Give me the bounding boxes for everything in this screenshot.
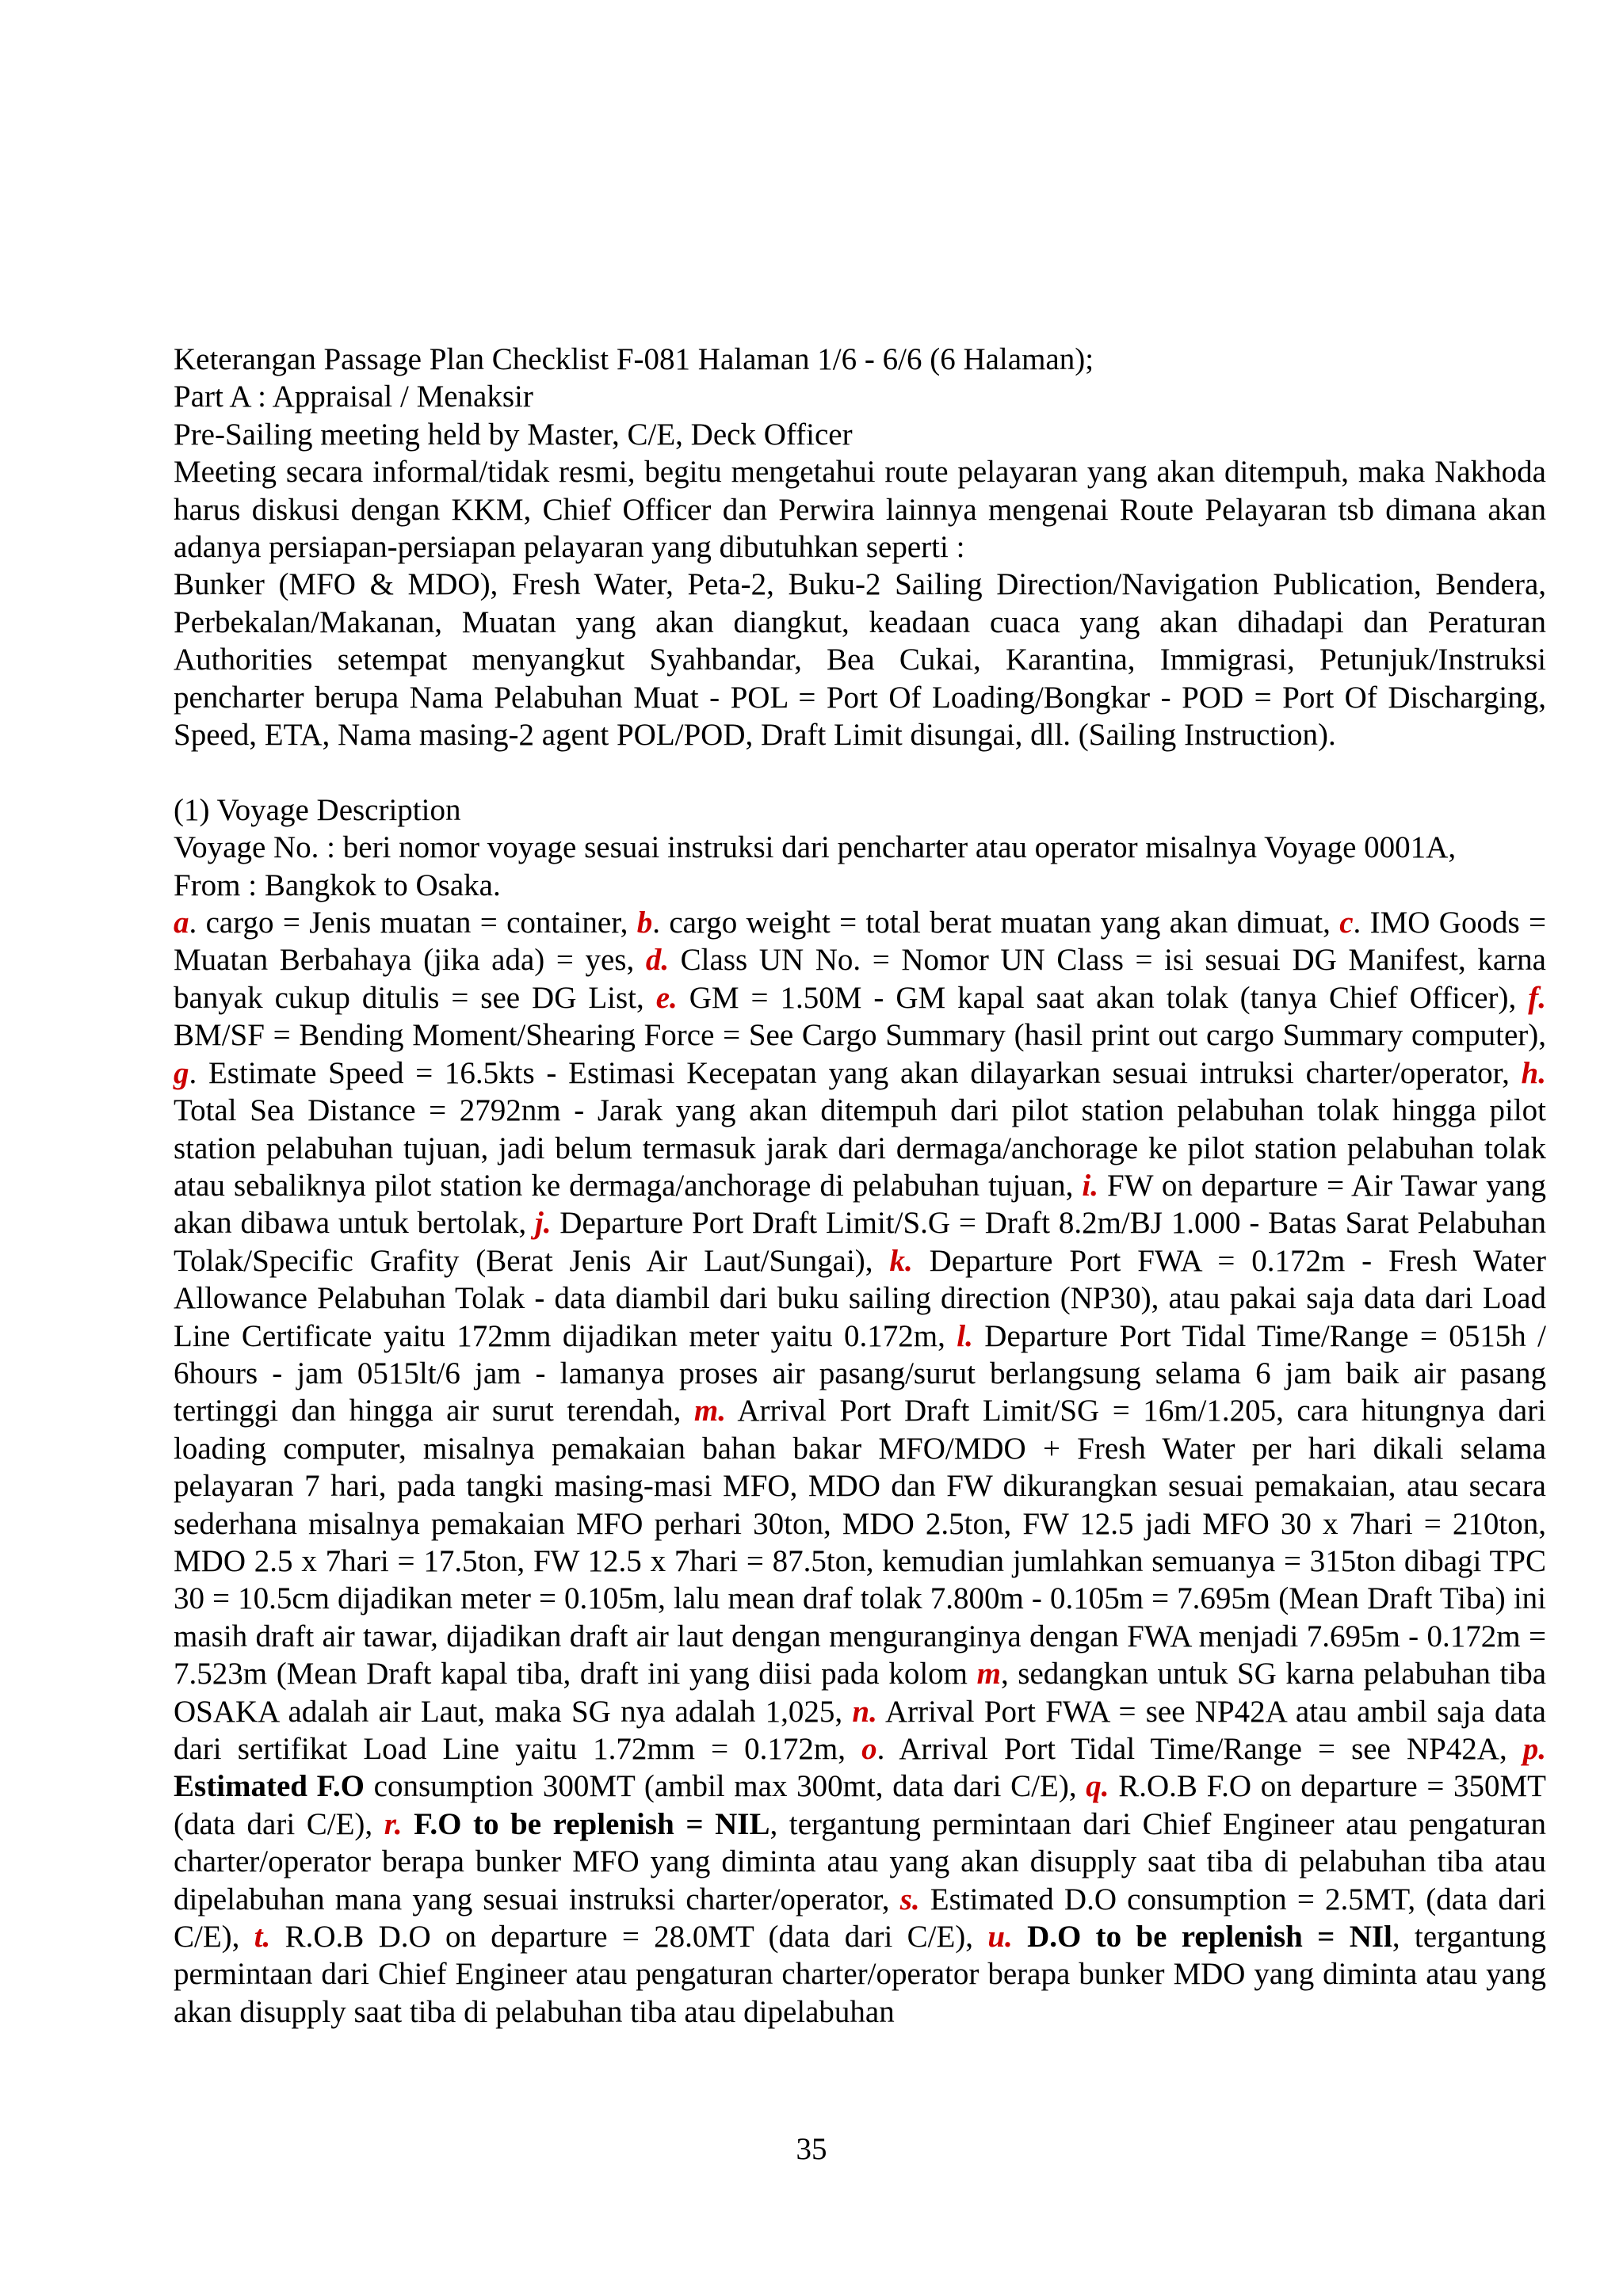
item-text-b: . cargo weight = total berat muatan yang akan dimuat, [652, 906, 1340, 940]
item-text-j: Departure Port Draft Limit/S.G = Draft 8.2m/BJ 1.000 - Batas Sarat Pelabuhan Tolak/Specific Grafity (Berat Jenis Air Laut/Sungai), [174, 1206, 1546, 1278]
item-text-s: Estimated D.O consumption = 2.5MT, (data dari C/E), [174, 1882, 1546, 1955]
item-text-a: . cargo = Jenis muatan = container, [189, 906, 637, 940]
item-label-o: o [861, 1732, 877, 1767]
item-bold-r: F.O to be replenish = NIL [402, 1806, 770, 1841]
document-body [174, 341, 1546, 2031]
item-label-f: f. [1528, 980, 1546, 1015]
page-number: 35 [796, 2132, 827, 2166]
item-label-m: m. [693, 1394, 726, 1428]
item-ref-label-m: m [976, 1657, 1001, 1691]
item-text-m: Arrival Port Draft Limit/SG = 16m/1.205, cara hitungnya dari loading computer, misalnya pemakaian bahan bakar MFO/MDO + Fresh Water per hari dikali selama pelayaran 7 hari, pada tangki masing-masi MFO, MDO dan FW dikurangkan sesuai pemakaian, atau secara sederhana misalnya pemakaian MFO perhari 30ton, MDO 2.5ton, FW 12.5 jadi MFO 30 x 7hari = 210ton, MDO 2.5 x 7hari = 17.5ton, FW 12.5 x 7hari = 87.5ton, kemudian jumlahkan semuanya = 315ton dibagi TPC 30 = 10.5cm dijadikan meter = 0.105m, lalu mean draf tolak 7.800m - 0.105m = 7.695m (Mean Draft Tiba) ini masih draft air tawar, dijadikan draft air laut dengan menguranginya dengan FWA menjadi 7.695m - 0.172m = 7.523m (Mean Draft kapal tiba, draft ini yang diisi pada kolom [174, 1394, 1546, 1691]
item-label-p: p. [1522, 1732, 1546, 1767]
header-line-1: Keterangan Passage Plan Checklist F-081 Halaman 1/6 - 6/6 (6 Halaman); [174, 342, 1094, 376]
paragraph-gap [174, 753, 1546, 791]
item-text-h: Total Sea Distance = 2792nm - Jarak yang akan ditempuh dari pilot station pelabuhan tolak hingga pilot station pelabuhan tujuan, jadi belum termasuk jarak dari dermaga/anchorage ke pilot station pelabuhan tolak atau sebaliknya pilot station ke dermaga/anchorage di pelabuhan tujuan, [174, 1093, 1546, 1203]
item-text-c: . IMO Goods = Muatan Berbahaya (jika ada) = yes, [174, 906, 1546, 978]
item-text-r: , tergantung permintaan dari Chief Engineer atau pengaturan charter/operator berapa bunker MFO yang diminta atau yang akan disupply saat tiba di pelabuhan tiba atau dipelabuhan mana yang sesuai instruksi charter/operator, [174, 1806, 1547, 1917]
item-label-j: j. [534, 1206, 552, 1241]
item-text-u: , tergantung permintaan dari Chief Engineer atau pengaturan charter/operator berapa bunker MDO yang diminta atau yang akan disupply saat tiba di pelabuhan tiba atau dipelabuhan [174, 1920, 1546, 2029]
item-label-n: n. [852, 1694, 877, 1729]
voyage-number-line: Voyage No. : beri nomor voyage sesuai instruksi dari pencharter atau operator misalnya Voyage 0001A, [174, 830, 1457, 865]
intro-paragraph-1: Meeting secara informal/tidak resmi, begitu mengetahui route pelayaran yang akan ditempuh, maka Nakhoda harus diskusi dengan KKM, Chief Officer dan Perwira lainnya mengenai Route Pelayaran tsb dimana akan adanya persiapan-persiapan pelayaran yang dibutuhkan seperti : [174, 455, 1546, 565]
section-heading: (1) Voyage Description [174, 792, 461, 827]
item-label-i: i. [1082, 1168, 1098, 1203]
item-label-a: a [174, 906, 189, 940]
item-text-k: Departure Port FWA = 0.172m - Fresh Water Allowance Pelabuhan Tolak - data diambil dari buku sailing direction (NP30), atau pakai saja data dari Load Line Certificate yaitu 172mm dijadikan meter yaitu 0.172m, [174, 1243, 1547, 1353]
item-text-p: consumption 300MT (ambil max 300mt, data dari C/E), [365, 1769, 1086, 1804]
item-text-l: Departure Port Tidal Time/Range = 0515h / 6hours - jam 0515lt/6 jam - lamanya proses air pasang/surut berlangsung selama 6 jam baik air pasang tertinggi dan hingga air surut terendah, [174, 1318, 1546, 1428]
item-label-g: g [174, 1055, 189, 1090]
item-label-l: l. [957, 1318, 973, 1353]
item-text-d: Class UN No. = Nomor UN Class = isi sesuai DG Manifest, karna banyak cukup ditulis = see DG List, [174, 943, 1546, 1015]
item-label-u: u. [987, 1920, 1013, 1955]
item-label-k: k. [889, 1243, 913, 1278]
item-text-i: FW on departure = Air Tawar yang akan dibawa untuk bertolak, [174, 1168, 1546, 1241]
item-text-o: . Arrival Port Tidal Time/Range = see NP42A, [876, 1732, 1523, 1767]
header-line-2: Part A : Appraisal / Menaksir [174, 379, 533, 414]
item-text-q: R.O.B F.O on departure = 350MT (data dari C/E), [174, 1769, 1546, 1841]
item-text-g: . Estimate Speed = 16.5kts - Estimasi Kecepatan yang akan dilayarkan sesuai intruksi charter/operator, [189, 1055, 1522, 1090]
item-bold-u: D.O to be replenish = NIl [1012, 1920, 1392, 1955]
intro-paragraph-2: Bunker (MFO & MDO), Fresh Water, Peta-2, Buku-2 Sailing Direction/Navigation Publication, Bendera, Perbekalan/Makanan, Muatan yang akan diangkut, keadaan cuaca yang akan dihadapi dan Peraturan Authorities setempat menyangkut Syahbandar, Bea Cukai, Karantina, Immigrasi, Petunjuk/Instruksi pencharter berupa Nama Pelabuhan Muat - POL = Port Of Loading/Bongkar - POD = Port Of Discharging, Speed, ETA, Nama masing-2 agent POL/POD, Draft Limit disungai, dll. (Sailing Instruction). [174, 567, 1546, 753]
item-label-e: e. [655, 980, 678, 1015]
item-text-n: Arrival Port FWA = see NP42A atau ambil saja data dari sertifikat Load Line yaitu 1.72mm = 0.172m, [174, 1694, 1546, 1767]
voyage-items-paragraph [174, 904, 1546, 2031]
item-text-e: GM = 1.50M - GM kapal saat akan tolak (tanya Chief Officer), [677, 980, 1529, 1015]
item-label-c: c [1339, 906, 1354, 940]
item-label-h: h. [1521, 1055, 1546, 1090]
item-label-r: r. [384, 1806, 403, 1841]
route-line: From : Bangkok to Osaka. [174, 868, 501, 902]
item-text-t: R.O.B D.O on departure = 28.0MT (data dari C/E), [270, 1920, 988, 1955]
item-label-d: d. [645, 943, 670, 978]
item-label-s: s. [899, 1882, 920, 1917]
header-line-3: Pre-Sailing meeting held by Master, C/E, Deck Officer [174, 417, 853, 452]
item-text-m-after: , sedangkan untuk SG karna pelabuhan tiba OSAKA adalah air Laut, maka SG nya adalah 1,025, [174, 1657, 1546, 1729]
item-bold-p: Estimated F.O [174, 1769, 365, 1804]
item-label-b: b [636, 906, 653, 940]
item-text-f: BM/SF = Bending Moment/Shearing Force = See Cargo Summary (hasil print out cargo Summary computer), [174, 1018, 1546, 1053]
item-label-t: t. [254, 1920, 271, 1955]
item-label-q: q. [1086, 1769, 1109, 1804]
